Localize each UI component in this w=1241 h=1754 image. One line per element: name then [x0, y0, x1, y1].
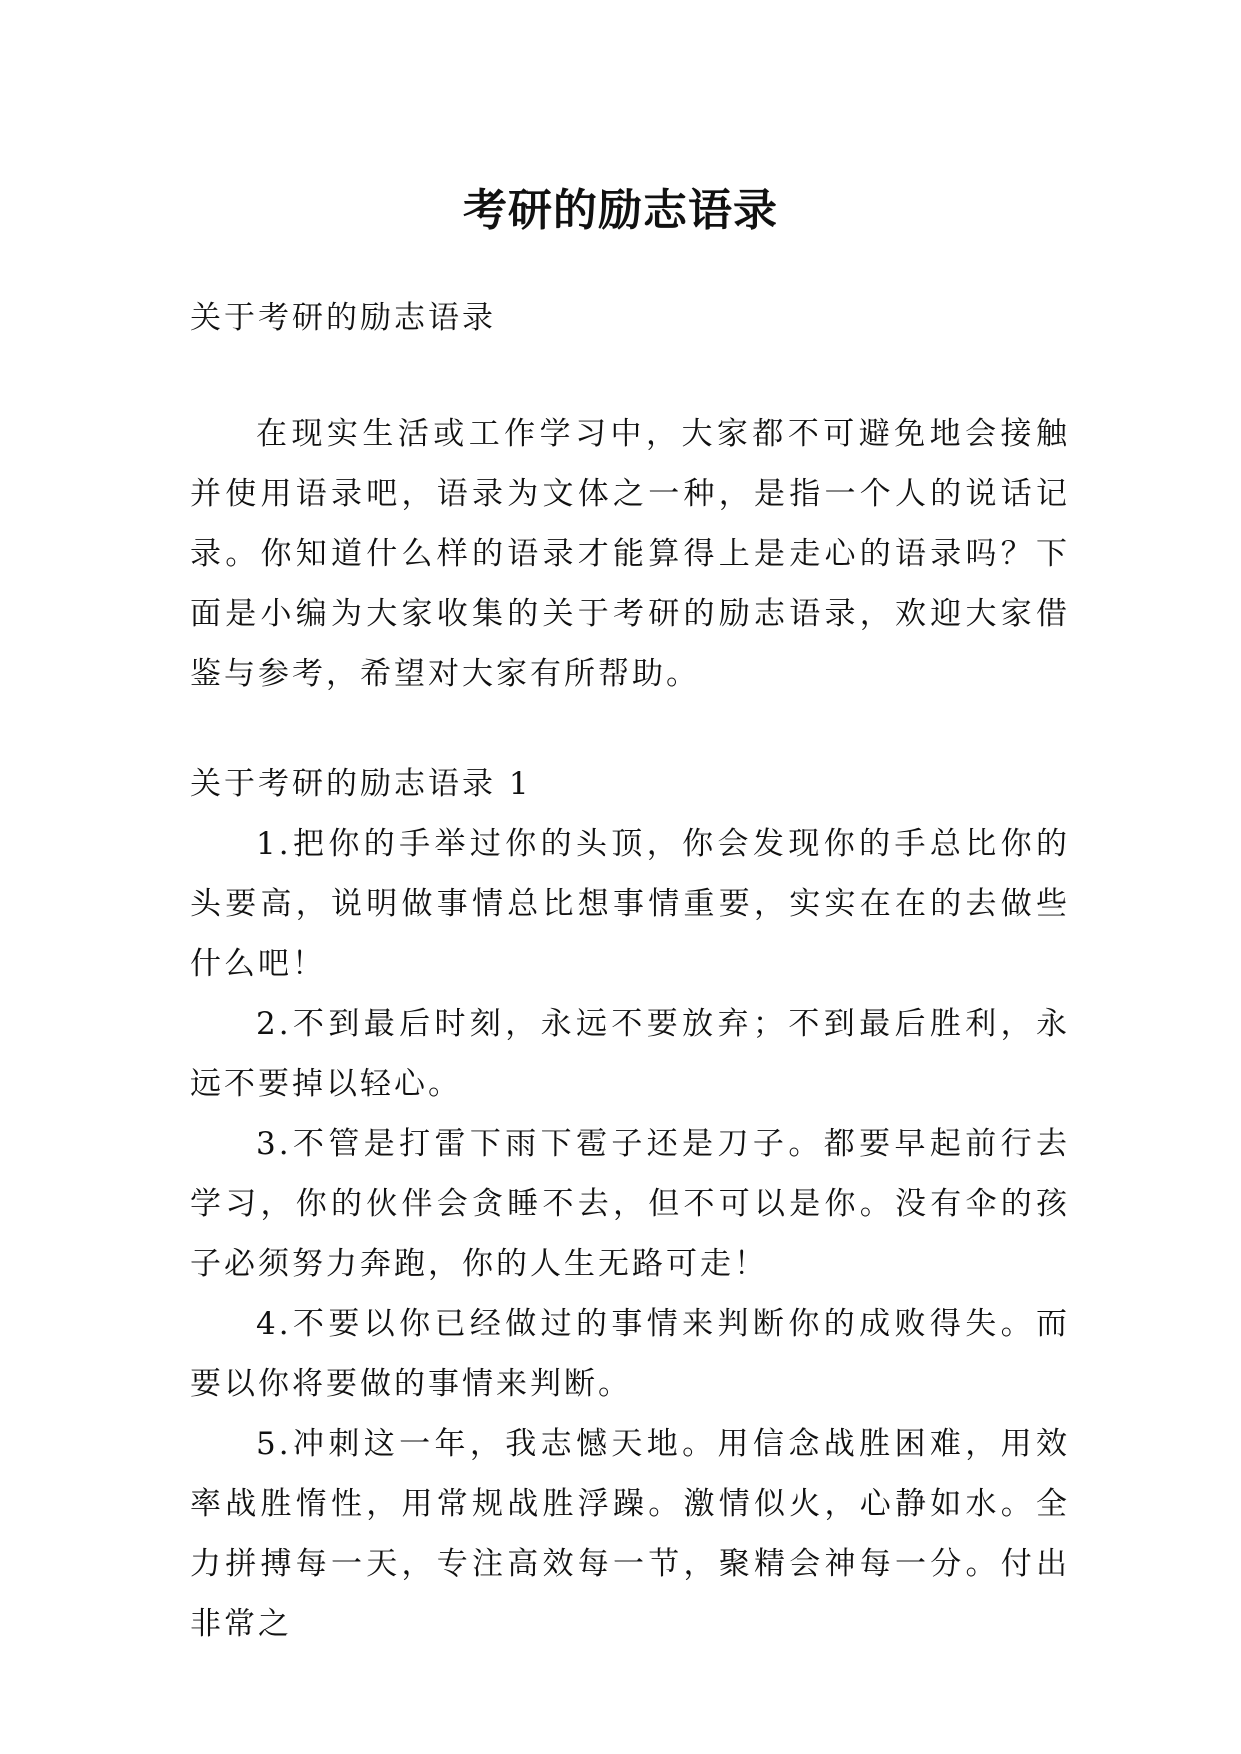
- intro-paragraph: 在现实生活或工作学习中，大家都不可避免地会接触并使用语录吧，语录为文体之一种，是指一个人的说话记录。你知道什么样的语录才能算得上是走心的语录吗？下面是小编为大家收集的关于考研的励志语录，欢迎大家借鉴与参考，希望对大家有所帮助。: [190, 416, 1070, 692]
- quote-paragraph: 5.冲刺这一年，我志憾天地。用信念战胜困难，用效率战胜惰性，用常规战胜浮躁。激情似火，心静如水。全力拼搏每一天，专注高效每一节，聚精会神每一分。付出非常之: [190, 1426, 1070, 1642]
- quote-paragraph: 3.不管是打雷下雨下雹子还是刀子。都要早起前行去学习，你的伙伴会贪睡不去，但不可以是你。没有伞的孩子必须努力奔跑，你的人生无路可走！: [190, 1126, 1070, 1282]
- section-heading: 关于考研的励志语录 1: [190, 766, 532, 802]
- document-title: 考研的励志语录: [463, 185, 778, 237]
- quote-paragraph: 1.把你的手举过你的头顶，你会发现你的手总比你的头要高，说明做事情总比想事情重要，实实在在的去做些什么吧！: [190, 826, 1070, 982]
- quote-paragraph: 4.不要以你已经做过的事情来判断你的成败得失。而要以你将要做的事情来判断。: [190, 1306, 1070, 1402]
- intro-heading: 关于考研的励志语录: [190, 300, 496, 336]
- document-body: [190, 288, 1070, 1654]
- quote-paragraph: 2.不到最后时刻，永远不要放弃；不到最后胜利，永远不要掉以轻心。: [190, 1006, 1070, 1102]
